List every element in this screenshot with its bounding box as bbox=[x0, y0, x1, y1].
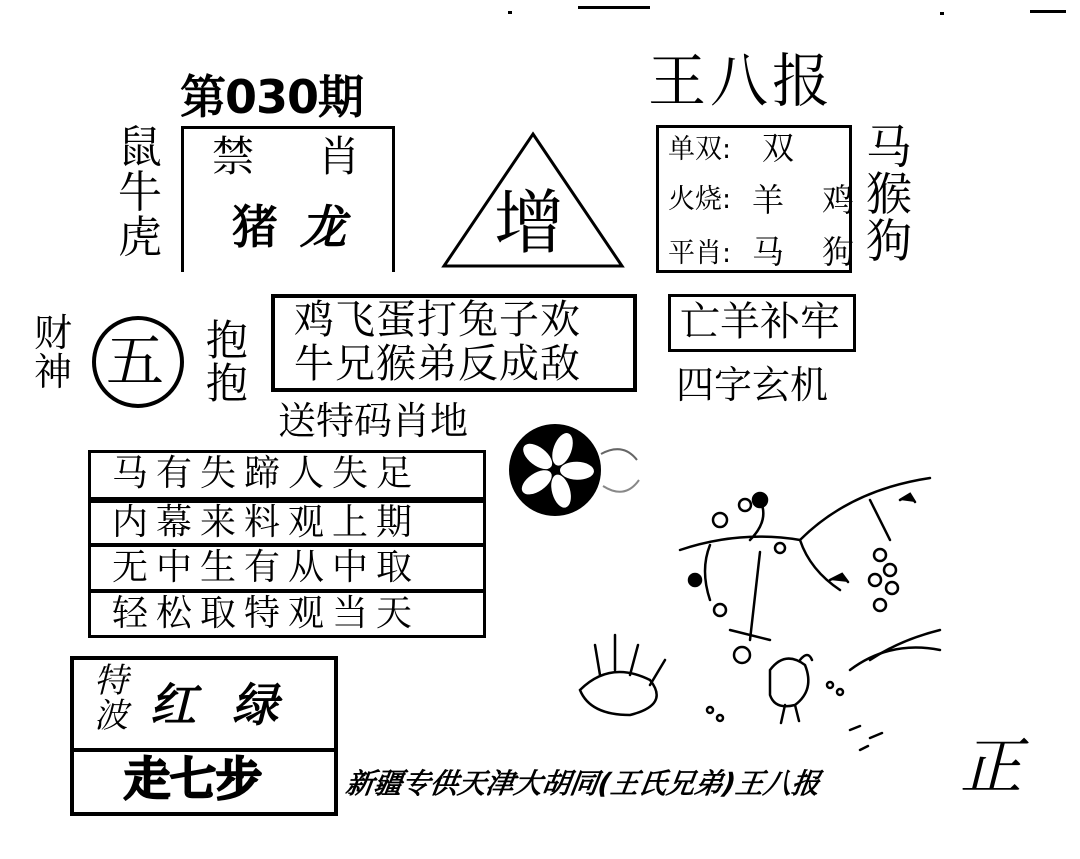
scan-mark bbox=[578, 6, 650, 9]
poem-line-2: 牛兄猴弟反成敌 bbox=[294, 341, 581, 387]
verse-line-1: 马有失蹄人失足 bbox=[112, 453, 421, 494]
forbidden-label-2: 肖 bbox=[318, 132, 361, 181]
zodiac-char: 鼠 bbox=[118, 122, 162, 173]
info-value-2: 羊 鸡 bbox=[752, 181, 869, 219]
zodiac-char: 牛 bbox=[118, 166, 162, 218]
suffix-char: 抱 bbox=[206, 316, 249, 365]
gift-caption: 送特码肖地 bbox=[278, 399, 469, 443]
info-label-2: 火烧: bbox=[668, 184, 732, 215]
right-zodiac bbox=[866, 120, 912, 268]
suffix-char: 抱 bbox=[206, 358, 249, 408]
info-label-3: 平肖: bbox=[668, 238, 732, 269]
zodiac-char: 虎 bbox=[118, 211, 162, 263]
caishen-char: 神 bbox=[34, 349, 73, 394]
idiom-text: 亡羊补牢 bbox=[680, 299, 840, 345]
caishen-number: 五 bbox=[106, 327, 165, 395]
issue-number: 第030期 bbox=[180, 70, 364, 124]
wave-label-char: 波 bbox=[94, 695, 128, 736]
verse-line-4: 轻松取特观当天 bbox=[112, 593, 421, 634]
wave-value: 红 绿 bbox=[150, 678, 289, 732]
left-zodiac bbox=[118, 122, 162, 263]
wave-label-char: 特 bbox=[94, 661, 128, 701]
scan-mark bbox=[1030, 10, 1066, 13]
footer-text: 新疆专供天津大胡同(王氏兄弟)王八报 bbox=[343, 767, 822, 800]
bird-branch-illustration bbox=[570, 460, 950, 760]
info-value-1: 双 bbox=[762, 129, 795, 167]
paper-title: 王八报 bbox=[648, 47, 835, 115]
wave-label bbox=[94, 661, 128, 736]
center-char: 增 bbox=[494, 182, 564, 264]
steps-text: 走七步 bbox=[124, 752, 262, 806]
scan-mark bbox=[940, 12, 944, 15]
caishen-char: 财 bbox=[34, 311, 73, 355]
caishen-label bbox=[34, 311, 73, 394]
forbidden-value-1: 猪 bbox=[232, 200, 278, 254]
poem-line-1: 鸡飞蛋打兔子欢 bbox=[294, 297, 581, 343]
info-value-3: 马 狗 bbox=[752, 233, 869, 271]
forbidden-label-1: 禁 bbox=[212, 132, 255, 181]
scan-mark bbox=[508, 11, 512, 14]
info-label-1: 单双: bbox=[668, 134, 732, 165]
forbidden-value-2: 龙 bbox=[300, 200, 346, 254]
zodiac-char: 狗 bbox=[866, 213, 912, 268]
verse-line-3: 无中生有从中取 bbox=[112, 547, 421, 588]
zodiac-char: 猴 bbox=[866, 166, 912, 221]
verse-line-2: 内幕来料观上期 bbox=[112, 502, 421, 543]
idiom-caption: 四字玄机 bbox=[676, 363, 829, 407]
zodiac-char: 马 bbox=[866, 120, 912, 174]
caishen-suffix bbox=[206, 316, 249, 408]
footer-mark: 正 bbox=[960, 730, 1023, 803]
